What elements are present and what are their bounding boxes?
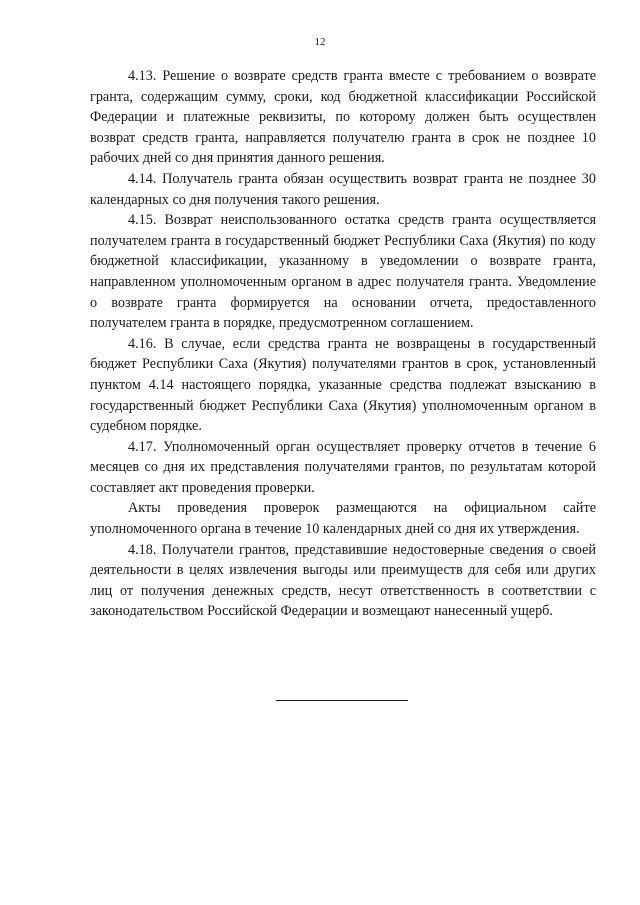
- end-divider-line: [276, 700, 408, 701]
- paragraph-4-17: 4.17. Уполномоченный орган осуществляет проверку отчетов в течение 6 месяцев со дня их представления получателями грантов, по результатам которой составляет акт проведения проверки.: [90, 438, 596, 496]
- document-body: [90, 66, 596, 622]
- paragraph-4-17-acts: Акты проведения проверок размещаются на официальном сайте уполномоченного органа в течение 10 календарных дней со дня их утверждения.: [90, 500, 596, 538]
- paragraph-4-18: 4.18. Получатели грантов, представившие недостоверные сведения о своей деятельности в целях извлечения выгоды или преимуществ для себя или других лиц от получения денежных средств, несут ответственность в соответствии с законодательством Российской Федерации и возмещают нанесенный ущерб.: [90, 541, 596, 620]
- paragraph-4-13: 4.13. Решение о возврате средств гранта вместе с требованием о возврате гранта, содержащим сумму, сроки, код бюджетной классификации Российской Федерации и платежные реквизиты, по которому должен быть осуществлен возврат средств гранта, направляется получателю гранта в срок не позднее 10 рабочих дней со дня принятия данного решения.: [90, 68, 596, 167]
- page-number: 12: [314, 36, 326, 48]
- paragraph-4-15: 4.15. Возврат неиспользованного остатка средств гранта осуществляется получателем гранта в государственный бюджет Республики Саха (Якутия) по коду бюджетной классификации, указанному в уведомлении о возврате гранта, направленном уполномоченным органом в адрес получателя гранта. Уведомление о возврате гранта формируется на основании отчета, предоставленного получателем гранта в порядке, предусмотренном соглашением.: [90, 212, 596, 332]
- paragraph-4-16: 4.16. В случае, если средства гранта не возвращены в государственный бюджет Республики Саха (Якутия) получателями грантов в срок, установленный пунктом 4.14 настоящего порядка, указанные средства подлежат взысканию в государственный бюджет Республики Саха (Якутия) уполномоченным органом в судебном порядке.: [90, 335, 596, 435]
- paragraph-4-14: 4.14. Получатель гранта обязан осуществить возврат гранта не позднее 30 календарных со дня получения такого решения.: [90, 170, 596, 208]
